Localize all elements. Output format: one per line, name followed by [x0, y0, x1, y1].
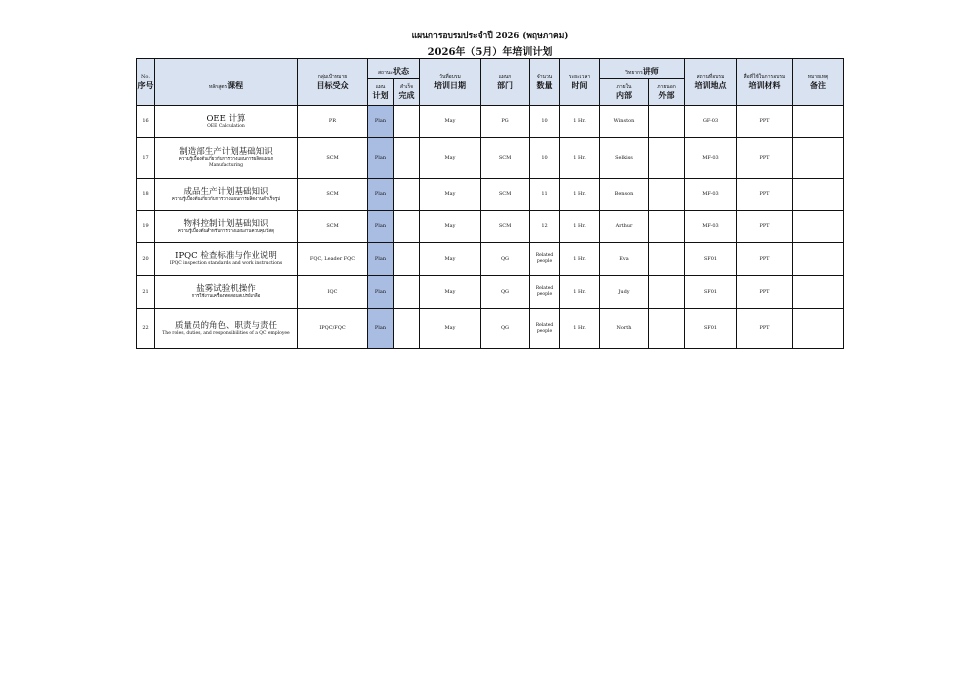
row-date: May	[420, 138, 481, 179]
row-qty	[530, 276, 560, 309]
row-plan: Plan	[368, 276, 394, 309]
header-status-thai: สถานะ	[378, 70, 393, 76]
document-title-thai: แผนการอบรมประจำปี 2026 (พฤษภาคม)	[411, 31, 569, 41]
header-remark-cn: 备注	[810, 80, 826, 90]
row-internal-trainer: Arthur	[600, 211, 649, 243]
header-dept-thai: แผนก	[498, 74, 512, 80]
table-row	[137, 138, 844, 179]
header-target	[298, 59, 368, 106]
header-location-thai: สถานที่อบรม	[696, 74, 725, 80]
header-material	[737, 59, 793, 106]
row-done	[394, 309, 420, 349]
header-trainer	[600, 59, 685, 79]
row-internal-trainer: Judy	[600, 276, 649, 309]
course-name-cn: 制造部生产计划基础知识	[179, 147, 273, 157]
header-time	[560, 59, 600, 106]
row-remark	[793, 138, 844, 179]
row-course	[155, 106, 298, 138]
row-time: 1 Hr.	[560, 276, 600, 309]
qty-line2: people	[536, 328, 553, 334]
row-internal-trainer: Benson	[600, 179, 649, 211]
row-external-trainer	[649, 179, 685, 211]
header-location-cn: 培训地点	[694, 80, 727, 90]
header-target-cn: 目标受众	[316, 80, 349, 90]
header-qty-thai: จำนวน	[536, 74, 553, 80]
row-date: May	[420, 211, 481, 243]
header-done-cn: 完成	[398, 90, 415, 100]
header-time-thai: ระยะเวลา	[568, 74, 591, 80]
header-qty-cn: 数量	[536, 80, 553, 90]
header-plan-cn: 计划	[372, 90, 389, 100]
course-name-sub: IPQC inspection standards and work instructions	[169, 261, 283, 266]
table-row	[137, 106, 844, 138]
header-done-thai: สำเร็จ	[399, 84, 414, 90]
row-dept: PG	[481, 106, 530, 138]
row-qty	[530, 309, 560, 349]
row-no: 20	[137, 243, 155, 276]
table-row	[137, 211, 844, 243]
row-plan: Plan	[368, 309, 394, 349]
header-no	[137, 59, 155, 106]
row-material: PPT	[737, 138, 793, 179]
course-name-cn: OEE 计算	[206, 113, 246, 124]
header-course-cn: 课程	[227, 79, 244, 90]
row-dept: SCM	[481, 138, 530, 179]
row-plan: Plan	[368, 106, 394, 138]
row-material: PPT	[737, 179, 793, 211]
row-target: FQC, Leader FQC	[298, 243, 368, 276]
row-date: May	[420, 276, 481, 309]
row-plan: Plan	[368, 211, 394, 243]
row-qty: 10	[530, 106, 560, 138]
row-done	[394, 179, 420, 211]
row-dept: QG	[481, 243, 530, 276]
row-course	[155, 179, 298, 211]
row-remark	[793, 276, 844, 309]
row-date: May	[420, 243, 481, 276]
header-status	[368, 59, 420, 79]
row-remark	[793, 106, 844, 138]
row-course	[155, 211, 298, 243]
header-date-cn: 培训日期	[434, 80, 466, 90]
row-qty: 10	[530, 138, 560, 179]
row-location: GF-03	[685, 106, 737, 138]
course-name-sub: ความรู้เบื้องต้นเกี่ยวกับการวางแผนการผลิตแผนก	[178, 157, 274, 162]
course-name-sub: ความรู้เบื้องต้นเกี่ยวกับการวางแผนการผลิตงานสำเร็จรูป	[171, 196, 281, 202]
header-course-thai: หลักสูตร	[208, 83, 228, 90]
row-no: 17	[137, 138, 155, 179]
row-target: IPQC/FQC	[298, 309, 368, 349]
row-internal-trainer: Selkiss	[600, 138, 649, 179]
training-plan-table	[136, 58, 844, 349]
row-material: PPT	[737, 106, 793, 138]
row-remark	[793, 243, 844, 276]
header-internal	[600, 79, 649, 106]
row-remark	[793, 309, 844, 349]
header-trainer-thai: วิทยากร	[625, 70, 643, 76]
row-internal-trainer: North	[600, 309, 649, 349]
row-external-trainer	[649, 276, 685, 309]
row-target: IQC	[298, 276, 368, 309]
header-plan-thai: แผน	[375, 84, 386, 90]
table-row	[137, 309, 844, 349]
row-plan: Plan	[368, 138, 394, 179]
header-done	[394, 79, 420, 106]
row-done	[394, 106, 420, 138]
header-dept	[481, 59, 530, 106]
header-dept-cn: 部门	[497, 80, 513, 90]
row-external-trainer	[649, 243, 685, 276]
row-time: 1 Hr.	[560, 106, 600, 138]
header-external-thai: ภายนอก	[657, 84, 676, 90]
row-time: 1 Hr.	[560, 179, 600, 211]
table-row	[137, 243, 844, 276]
row-no: 19	[137, 211, 155, 243]
course-name-cn: IPQC 检查标准与作业说明	[175, 251, 277, 261]
row-location: MF-03	[685, 179, 737, 211]
row-remark	[793, 211, 844, 243]
qty-line1: Related	[535, 253, 554, 258]
row-internal-trainer: Winston	[600, 106, 649, 138]
row-plan: Plan	[368, 243, 394, 276]
row-date: May	[420, 106, 481, 138]
row-target: SCM	[298, 179, 368, 211]
course-name-cn: 盐雾试验机操作	[196, 284, 256, 294]
header-course	[155, 59, 298, 106]
row-qty: 11	[530, 179, 560, 211]
header-target-thai: กลุ่มเป้าหมาย	[317, 74, 348, 80]
course-name-cn: 物料控制计划基础知识	[183, 218, 269, 229]
row-time: 1 Hr.	[560, 138, 600, 179]
header-no-thai: No.	[141, 74, 150, 80]
header-external	[649, 79, 685, 106]
header-internal-cn: 内部	[616, 90, 632, 100]
header-location	[685, 59, 737, 106]
qty-line1: Related	[535, 322, 554, 328]
course-name-cn: 成品生产计划基础知识	[183, 186, 269, 197]
row-dept: SCM	[481, 211, 530, 243]
row-target: SCM	[298, 138, 368, 179]
qty-line1: Related	[535, 286, 554, 291]
row-date: May	[420, 309, 481, 349]
header-material-thai: สื่อที่ใช้ในการอบรม	[743, 74, 786, 80]
row-dept: QG	[481, 276, 530, 309]
row-dept: SCM	[481, 179, 530, 211]
row-external-trainer	[649, 106, 685, 138]
row-location: SF01	[685, 309, 737, 349]
header-qty	[530, 59, 560, 106]
qty-line2: people	[536, 259, 553, 264]
course-name-cn: 质量员的角色、职责与责任	[174, 320, 277, 331]
row-location: MF-03	[685, 211, 737, 243]
row-location: MF-03	[685, 138, 737, 179]
row-time: 1 Hr.	[560, 211, 600, 243]
row-done	[394, 243, 420, 276]
row-course	[155, 309, 298, 349]
header-remark	[793, 59, 844, 106]
header-time-cn: 时间	[571, 80, 588, 90]
row-external-trainer	[649, 211, 685, 243]
row-date: May	[420, 179, 481, 211]
row-material: PPT	[737, 276, 793, 309]
row-no: 16	[137, 106, 155, 138]
row-material: PPT	[737, 211, 793, 243]
header-no-cn: 序号	[137, 80, 154, 90]
table-row	[137, 276, 844, 309]
header-plan	[368, 79, 394, 106]
row-course	[155, 138, 298, 179]
row-done	[394, 138, 420, 179]
course-name-sub: The roles, duties, and responsibilities of a QC employee	[162, 330, 290, 336]
row-course	[155, 243, 298, 276]
header-material-cn: 培训材料	[748, 80, 781, 90]
header-date-thai: วันที่อบรม	[439, 74, 461, 80]
header-date	[420, 59, 481, 106]
row-qty	[530, 243, 560, 276]
row-time: 1 Hr.	[560, 309, 600, 349]
row-target: PR	[298, 106, 368, 138]
row-dept: QG	[481, 309, 530, 349]
row-location: SF01	[685, 276, 737, 309]
header-external-cn: 外部	[658, 90, 675, 100]
row-no: 21	[137, 276, 155, 309]
row-location: SF01	[685, 243, 737, 276]
course-name-sub2: Manufacturing	[208, 163, 244, 168]
course-name-sub: ความรู้เบื้องต้นสำหรับการวางแผนงานควบคุมวัสดุ	[177, 228, 275, 234]
row-target: SCM	[298, 211, 368, 243]
row-course	[155, 276, 298, 309]
header-internal-thai: ภายใน	[616, 84, 632, 90]
row-external-trainer	[649, 309, 685, 349]
row-remark	[793, 179, 844, 211]
header-status-cn: 状态	[393, 66, 409, 76]
header-trainer-cn: 讲师	[642, 66, 659, 76]
row-done	[394, 276, 420, 309]
row-no: 18	[137, 179, 155, 211]
row-time: 1 Hr.	[560, 243, 600, 276]
course-name-sub: OEE Calculation	[207, 123, 245, 129]
row-material: PPT	[737, 243, 793, 276]
qty-line2: people	[536, 292, 553, 297]
table-row	[137, 179, 844, 211]
document-title-chinese: 2026年（5月）年培训计划	[427, 47, 553, 58]
header-remark-thai: หมายเหตุ	[807, 74, 829, 80]
row-no: 22	[137, 309, 155, 349]
course-name-sub: การใช้งานเครื่องทดสอบสเปรย์เกลือ	[191, 294, 261, 299]
row-qty: 12	[530, 211, 560, 243]
row-external-trainer	[649, 138, 685, 179]
row-internal-trainer: Eva	[600, 243, 649, 276]
row-plan: Plan	[368, 179, 394, 211]
row-material: PPT	[737, 309, 793, 349]
row-done	[394, 211, 420, 243]
